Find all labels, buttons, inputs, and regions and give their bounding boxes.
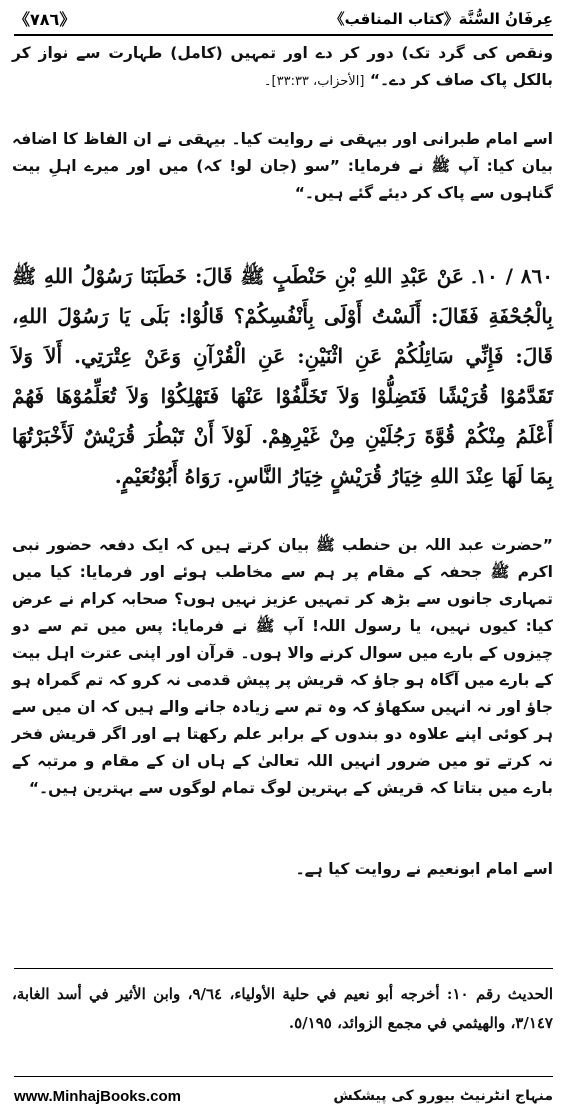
continuation-paragraph (12, 40, 553, 95)
footnote-rule (14, 968, 553, 969)
hadith-arabic (12, 256, 553, 496)
footnote-text: الحديث رقم ١٠: أخرجه أبو نعيم في حلية الأولياء، ٩/٦٤، وابن الأثير في أسد الغابة، ٣/١٤٧، والهيثمي في مجمع الزوائد، ٥/١٩٥. (12, 985, 554, 1032)
footer-rule (14, 1076, 553, 1077)
quran-reference: [الأحزاب، ٣٣:٣٣]۔ (263, 74, 365, 89)
book-title: عِرفَانُ السُّنَّة《کتاب المناقب》 (329, 9, 553, 28)
page-footer (14, 1083, 553, 1109)
presenter-text: منہاج انٹرنیٹ بیورو کی پیشکش (333, 1088, 553, 1104)
hadith-number: ٨٦٠ / ١٠۔ (471, 264, 554, 288)
website-link[interactable]: www.MinhajBooks.com (14, 1087, 181, 1105)
hadith-translation (12, 532, 553, 802)
hadith-text: عَنْ عَبْدِ اللهِ بْنِ حَنْطَبٍ ﷺ قَالَ: خَطَبَنَا رَسُوْلُ اللهِ ﷺ بِالْجُحْفَةِ فَقَالَ: أَلَسْتُ أَوْلَى بِأَنْفُسِكُمْ؟ قَالُوْا: بَلَى يَا رَسُوْلَ اللهِ، قَالَ: فَإِنِّي سَائِلُكُمْ عَنِ اثْنَيْنِ: عَنِ الْقُرْآنِ وَعَنْ عِتْرَتِي. أَلاَ وَلاَ تَقَدَّمُوْا قُرَيْشًا فَتَضِلُّوْا وَلاَ تَخَلَّفُوْا عَنْهَا فَتَهْلِكُوْا وَلاَ تُعَلِّمُوْهَا فَهُمْ أَعْلَمُ مِنْكُمْ قُوَّةَ رَجُلَيْنِ مِنْ غَيْرِهِمْ. لَوْلاَ أَنْ تَبْطُرَ قُرَيْشٌ لَأَخْبَرْتُهَا بِمَا لَهَا عِنْدَ اللهِ خِيَارُ قُرَيْشٍ خِيَارُ النَّاسِ. رَوَاهُ أَبُوْنُعَيْمٍ. (12, 264, 553, 488)
continuation-text: ونقص کی گرد تک) دور کر دے اور تمہیں (کامل) طہارت سے نواز کر بالکل پاک صاف کر دے۔“ (12, 44, 553, 89)
footnote (12, 980, 553, 1038)
narration-text-1: اسے امام طبرانی اور بیہقی نے روایت کیا۔ بیہقی نے ان الفاظ کا اضافہ بیان کیا: آپ ﷺ نے فرمایا: ”سو (جان لو! کہ) میں اور میرے اہلِ بیت گناہوں سے پاک کر دیئے گئے ہیں۔“ (12, 130, 553, 202)
translation-text: ”حضرت عبد اللہ بن حنطب ﷺ بیان کرتے ہیں کہ ایک دفعہ حضور نبی اکرم ﷺ جحفہ کے مقام پر ہم سے مخاطب ہوئے اور فرمایا: کیا میں تمہاری جانوں سے بڑھ کر تمہیں عزیز نہیں ہوں؟ صحابہ کرام نے عرض کیا: کیوں نہیں، یا رسول اللہ! آپ ﷺ نے فرمایا: پس میں تم سے دو چیزوں کے بارے میں سوال کرنے والا ہوں۔ قرآن اور اپنی عترت اہل بیت کے بارے میں آگاہ ہو جاؤ کہ قریش پر پیش قدمی نہ کرو کہ تم گمراہ ہو جاؤ اور نہ انہیں سکھاؤ کہ وہ تم سے زیادہ جانے والے ہیں کہ ان میں سے ہر کوئی اپنے علاوہ دو بندوں کے برابر علم رکھتا ہے اور اگر قریش فخر نہ کرتے تو میں ضرور انہیں اللہ تعالیٰ کے ہاں ان کے مقام و مرتبہ کے بارے میں بتاتا کہ قریش کے بہترین لوگ تمام لوگوں سے بہترین ہیں۔“ (12, 536, 553, 797)
narration-paragraph-1 (12, 126, 553, 207)
narration-paragraph-2 (12, 856, 553, 883)
header-rule (14, 34, 553, 36)
page-number: 《٧٨٦》 (14, 9, 76, 29)
page-header (14, 4, 553, 32)
narration-text-2: اسے امام ابونعیم نے روایت کیا ہے۔ (295, 860, 553, 878)
